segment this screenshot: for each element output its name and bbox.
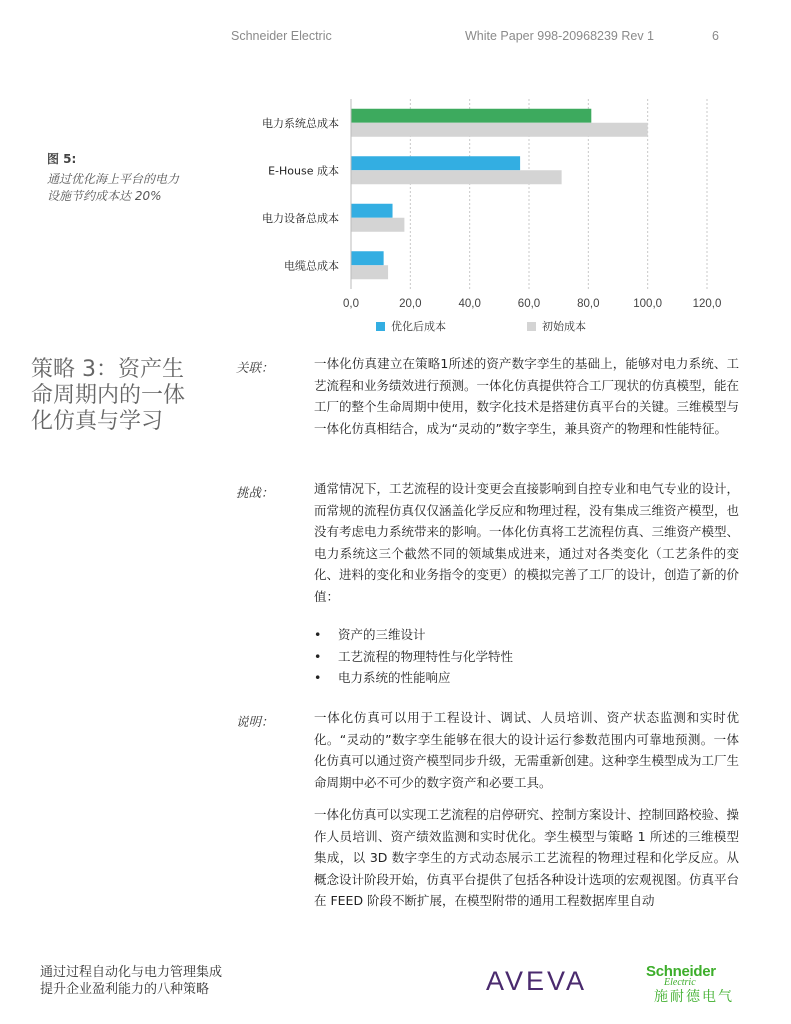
bar xyxy=(351,265,388,279)
x-tick-label: 100,0 xyxy=(633,298,663,310)
bar xyxy=(351,156,520,170)
bar xyxy=(351,251,384,265)
x-tick-label: 120,0 xyxy=(692,298,722,310)
list-item: • 工艺流程的物理特性与化学特性 xyxy=(314,646,513,668)
bar xyxy=(351,204,393,218)
relation-label: 关联： xyxy=(236,360,274,375)
explanation-text-1: 一体化仿真可以用于工程设计、调试、人员培训、资产状态监测和实时优化。“灵动的”数字孪生能够在很大的设计运行参数范围内可靠地预测。一体化仿真可以通过资产模型同步升级，无需重新创建。这种孪生模型成为工厂生命周期中必不可少的数字资产和必要工具。 xyxy=(314,710,740,790)
category-label: 电力设备总成本 xyxy=(262,211,339,225)
x-tick-label: 60,0 xyxy=(517,298,541,310)
se-logo-name: Schneider xyxy=(646,963,716,980)
footer-title xyxy=(40,964,222,998)
footer-line-2: 提升企业盈利能力的八种策略 xyxy=(40,982,210,997)
aveva-logo: AVEVA xyxy=(486,966,588,996)
category-label: E-House 成本 xyxy=(268,164,339,178)
bar xyxy=(351,123,648,137)
schneider-electric-logo xyxy=(646,963,756,1006)
x-tick-label: 40,0 xyxy=(458,298,481,310)
category-label: 电力系统总成本 xyxy=(262,116,339,130)
figure-label: 图 5: xyxy=(47,152,77,166)
header-company: Schneider Electric xyxy=(231,29,332,43)
legend-label: 优化后成本 xyxy=(391,320,446,333)
se-logo-sub: Electric xyxy=(664,977,696,988)
legend-swatch xyxy=(527,322,536,331)
bar xyxy=(351,109,591,123)
value-list xyxy=(314,624,513,689)
strategy-title: 策略 3：资产生命周期内的一体化仿真与学习 xyxy=(31,357,186,434)
relation-text: 一体化仿真建立在策略1所述的资产数字孪生的基础上，能够对电力系统、工艺流程和业务绩效进行预测。一体化仿真提供符合工厂现状的仿真模型，能在工厂的整个生命周期中使用，数字化技术是搭建仿真平台的关键。三维模型与一体化仿真相结合，成为“灵动的”数字孪生，兼具资产的物理和性能特征。 xyxy=(314,356,740,436)
list-item: • 电力系统的性能响应 xyxy=(314,667,513,689)
footer-line-1: 通过过程自动化与电力管理集成 xyxy=(40,965,223,980)
list-item: • 资产的三维设计 xyxy=(314,624,513,646)
bar xyxy=(351,170,562,184)
x-tick-label: 20,0 xyxy=(399,298,422,310)
bar xyxy=(351,218,404,232)
explanation-label: 说明： xyxy=(236,714,274,729)
category-label: 电缆总成本 xyxy=(284,259,339,273)
challenge-text: 通常情况下，工艺流程的设计变更会直接影响到自控专业和电气专业的设计，而常规的流程仿真仅仅涵盖化学反应和物理过程，没有集成三维资产模型，也没有考虑电力系统带来的影响。一体化仿真将工艺流程仿真、三维资产模型、电力系统这三个截然不同的领域集成进来，通过对各类变化（工艺条件的变化、进料的变化和业务指令的变更）的模拟完善了工厂的设计，创造了新的价值： xyxy=(314,481,740,604)
bar-chart xyxy=(240,95,740,345)
x-tick-label: 0,0 xyxy=(343,298,359,310)
x-tick-label: 80,0 xyxy=(577,298,600,310)
header-doc-number: White Paper 998-20968239 Rev 1 xyxy=(465,29,655,43)
page-number: 6 xyxy=(712,29,719,43)
se-logo-cn: 施耐德电气 xyxy=(654,989,734,1005)
legend-label: 初始成本 xyxy=(542,320,586,333)
legend-swatch xyxy=(376,322,385,331)
challenge-label: 挑战： xyxy=(236,485,274,500)
explanation-text-2: 一体化仿真可以实现工艺流程的启停研究、控制方案设计、控制回路校验、操作人员培训、资产绩效监测和实时优化。孪生模型与策略 1 所述的三维模型集成，以 3D 数字孪生的方式动态展示工艺流程的物理过程和化学反应。从概念设计阶段开始，仿真平台提供了包括各种设计选项的宏观视图。仿真平台在 FEED 阶段不断扩展，在模型附带的通用工程数据库里自动 xyxy=(314,807,740,909)
figure-caption: 通过优化海上平台的电力设施节约成本达 20% xyxy=(47,172,180,203)
